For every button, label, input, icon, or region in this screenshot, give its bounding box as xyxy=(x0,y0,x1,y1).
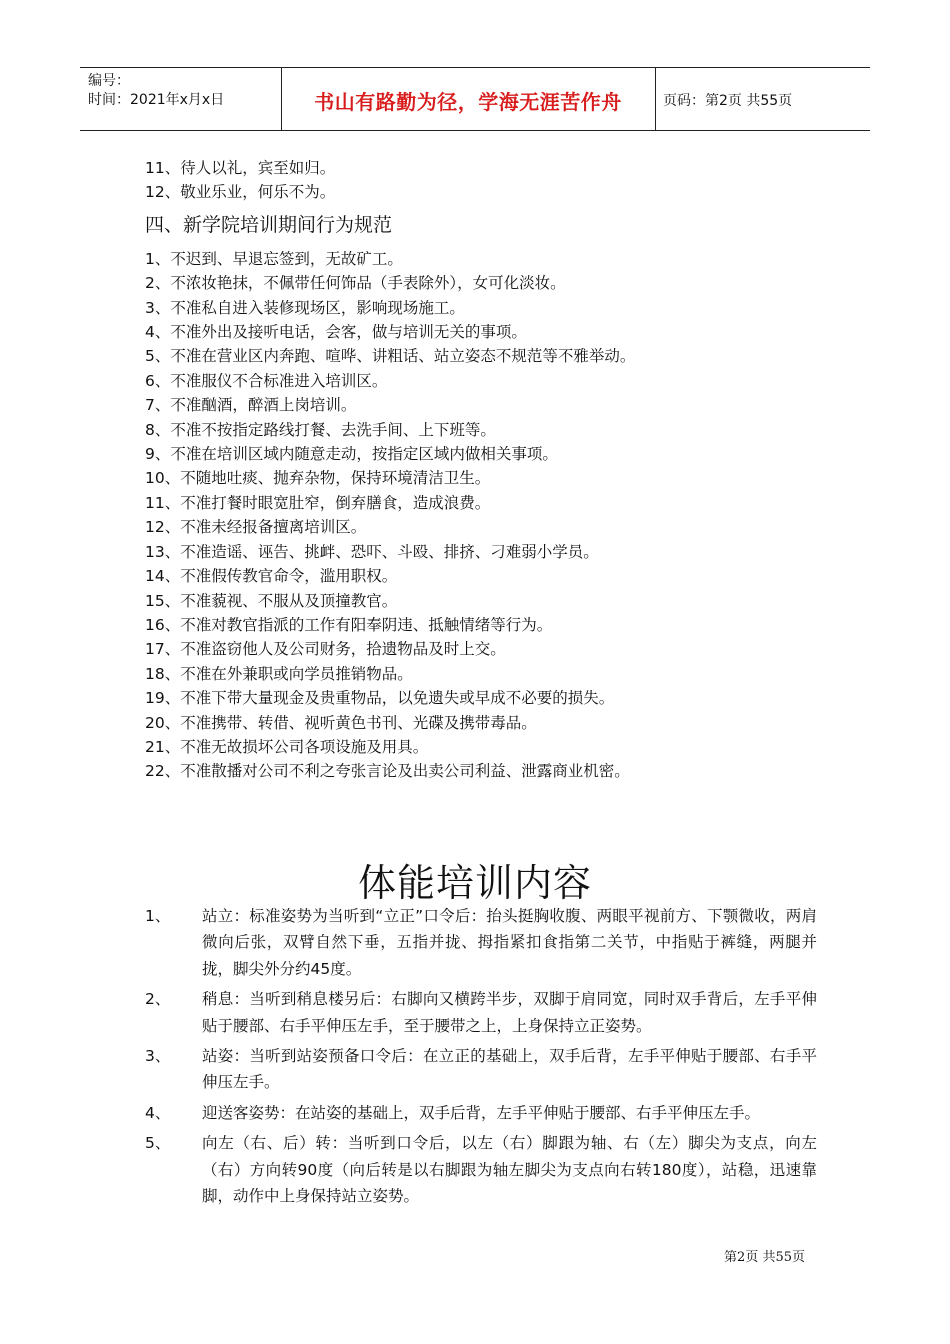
training-item xyxy=(145,1130,825,1209)
page-header xyxy=(80,67,870,131)
page-footer: 第2页 共55页 xyxy=(724,1250,805,1265)
item-text: 站立：标准姿势为当听到“立正”口令后：抬头挺胸收腹、两眼平视前方、下颚微收，两肩微向后张，双臂自然下垂，五指并拢、拇指紧扣食指第二关节，中指贴于裤缝，两腿并拢，脚尖外分约45度。 xyxy=(202,907,817,978)
rule-item: 10、不随地吐痰、抛弃杂物，保持环境清洁卫生。 xyxy=(145,469,491,488)
item-text: 稍息：当听到稍息楼另后：右脚向又横跨半步，双脚于肩同宽，同时双手背后，左手平伸贴于腰部、右手平伸压左手，至于腰带之上，上身保持立正姿势。 xyxy=(202,990,817,1035)
list-item: 11、待人以礼，宾至如归。 xyxy=(145,159,336,177)
rule-item: 12、不准未经报备擅离培训区。 xyxy=(145,518,367,537)
rule-item: 15、不准藐视、不服从及顶撞教官。 xyxy=(145,591,398,610)
rule-item: 2、不浓妆艳抹，不佩带任何饰品（手表除外），女可化淡妆。 xyxy=(145,274,566,293)
item-number: 5、 xyxy=(145,1134,171,1153)
list-item: 12、敬业乐业，何乐不为。 xyxy=(145,183,336,202)
training-item xyxy=(145,903,825,982)
rule-item: 16、不准对教官指派的工作有阳奉阴违、抵触情绪等行为。 xyxy=(145,615,553,634)
rule-item: 11、不准打餐时眼宽肚窄，倒弃膳食，造成浪费。 xyxy=(145,493,491,512)
rule-item: 8、不准不按指定路线打餐、去洗手间、上下班等。 xyxy=(145,420,496,439)
training-item xyxy=(145,1043,825,1096)
body-text xyxy=(145,156,635,784)
item-text: 站姿：当听到站姿预备口令后：在立正的基础上，双手后背，左手平伸贴于腰部、右手平伸压左手。 xyxy=(202,1047,817,1092)
rule-item: 5、不准在营业区内奔跑、喧哗、讲粗话、站立姿态不规范等不雅举动。 xyxy=(145,347,636,366)
rules-list xyxy=(145,247,635,784)
item-text: 向左（右、后）转：当听到口令后，以左（右）脚跟为轴、右（左）脚尖为支点，向左（右）方向转90度（向后转是以右脚跟为轴左脚尖为支点向右转180度），站稳，迅速靠脚，动作中上身保持站立姿势。 xyxy=(202,1134,817,1206)
date-text: 时间：2021年x月x日 xyxy=(88,92,225,108)
rule-item: 21、不准无故损坏公司各项设施及用具。 xyxy=(145,737,429,756)
rule-item: 18、不准在外兼职或向学员推销物品。 xyxy=(145,664,413,683)
header-divider xyxy=(655,68,656,130)
header-meta xyxy=(88,72,224,110)
rule-item: 13、不准造谣、诬告、挑衅、恐吓、斗殴、排挤、刁难弱小学员。 xyxy=(145,542,599,561)
item-number: 1、 xyxy=(145,907,171,925)
item-number: 3、 xyxy=(145,1047,171,1066)
rule-item: 14、不准假传教官命令，滥用职权。 xyxy=(145,567,398,586)
rule-item: 17、不准盗窃他人及公司财务，拾遗物品及时上交。 xyxy=(145,640,506,659)
rule-item: 1、不迟到、早退忘签到，无故矿工。 xyxy=(145,249,403,268)
section-heading: 四、新学院培训期间行为规范 xyxy=(145,213,393,236)
training-item xyxy=(145,1100,825,1126)
number-label: 编号： xyxy=(88,73,130,89)
header-page-info: 页码：第2页 共55页 xyxy=(663,93,793,109)
rule-item: 22、不准散播对公司不利之夸张言论及出卖公司利益、泄露商业机密。 xyxy=(145,762,630,781)
rule-item: 7、不准酗酒，醉酒上岗培训。 xyxy=(145,396,357,415)
page-title: 体能培训内容 xyxy=(357,861,592,905)
rule-item: 19、不准下带大量现金及贵重物品，以免遗失或早成不必要的损失。 xyxy=(145,689,615,708)
rule-item: 20、不准携带、转借、视听黄色书刊、光碟及携带毒品。 xyxy=(145,713,537,732)
rule-item: 4、不准外出及接听电话，会客，做与培训无关的事项。 xyxy=(145,323,527,342)
rule-item: 3、不准私自进入装修现场区，影响现场施工。 xyxy=(145,298,465,317)
training-item xyxy=(145,986,825,1039)
item-number: 2、 xyxy=(145,990,171,1009)
item-number: 4、 xyxy=(145,1103,171,1122)
rule-item: 9、不准在培训区域内随意走动，按指定区域内做相关事项。 xyxy=(145,445,558,464)
item-text: 迎送客姿势：在站姿的基础上，双手后背，左手平伸贴于腰部、右手平伸压左手。 xyxy=(202,1103,761,1122)
training-items-list xyxy=(145,903,825,1213)
rule-item: 6、不准服仪不合标准进入培训区。 xyxy=(145,371,388,390)
header-motto: 书山有路勤为径，学海无涯苦作舟 xyxy=(314,90,622,114)
